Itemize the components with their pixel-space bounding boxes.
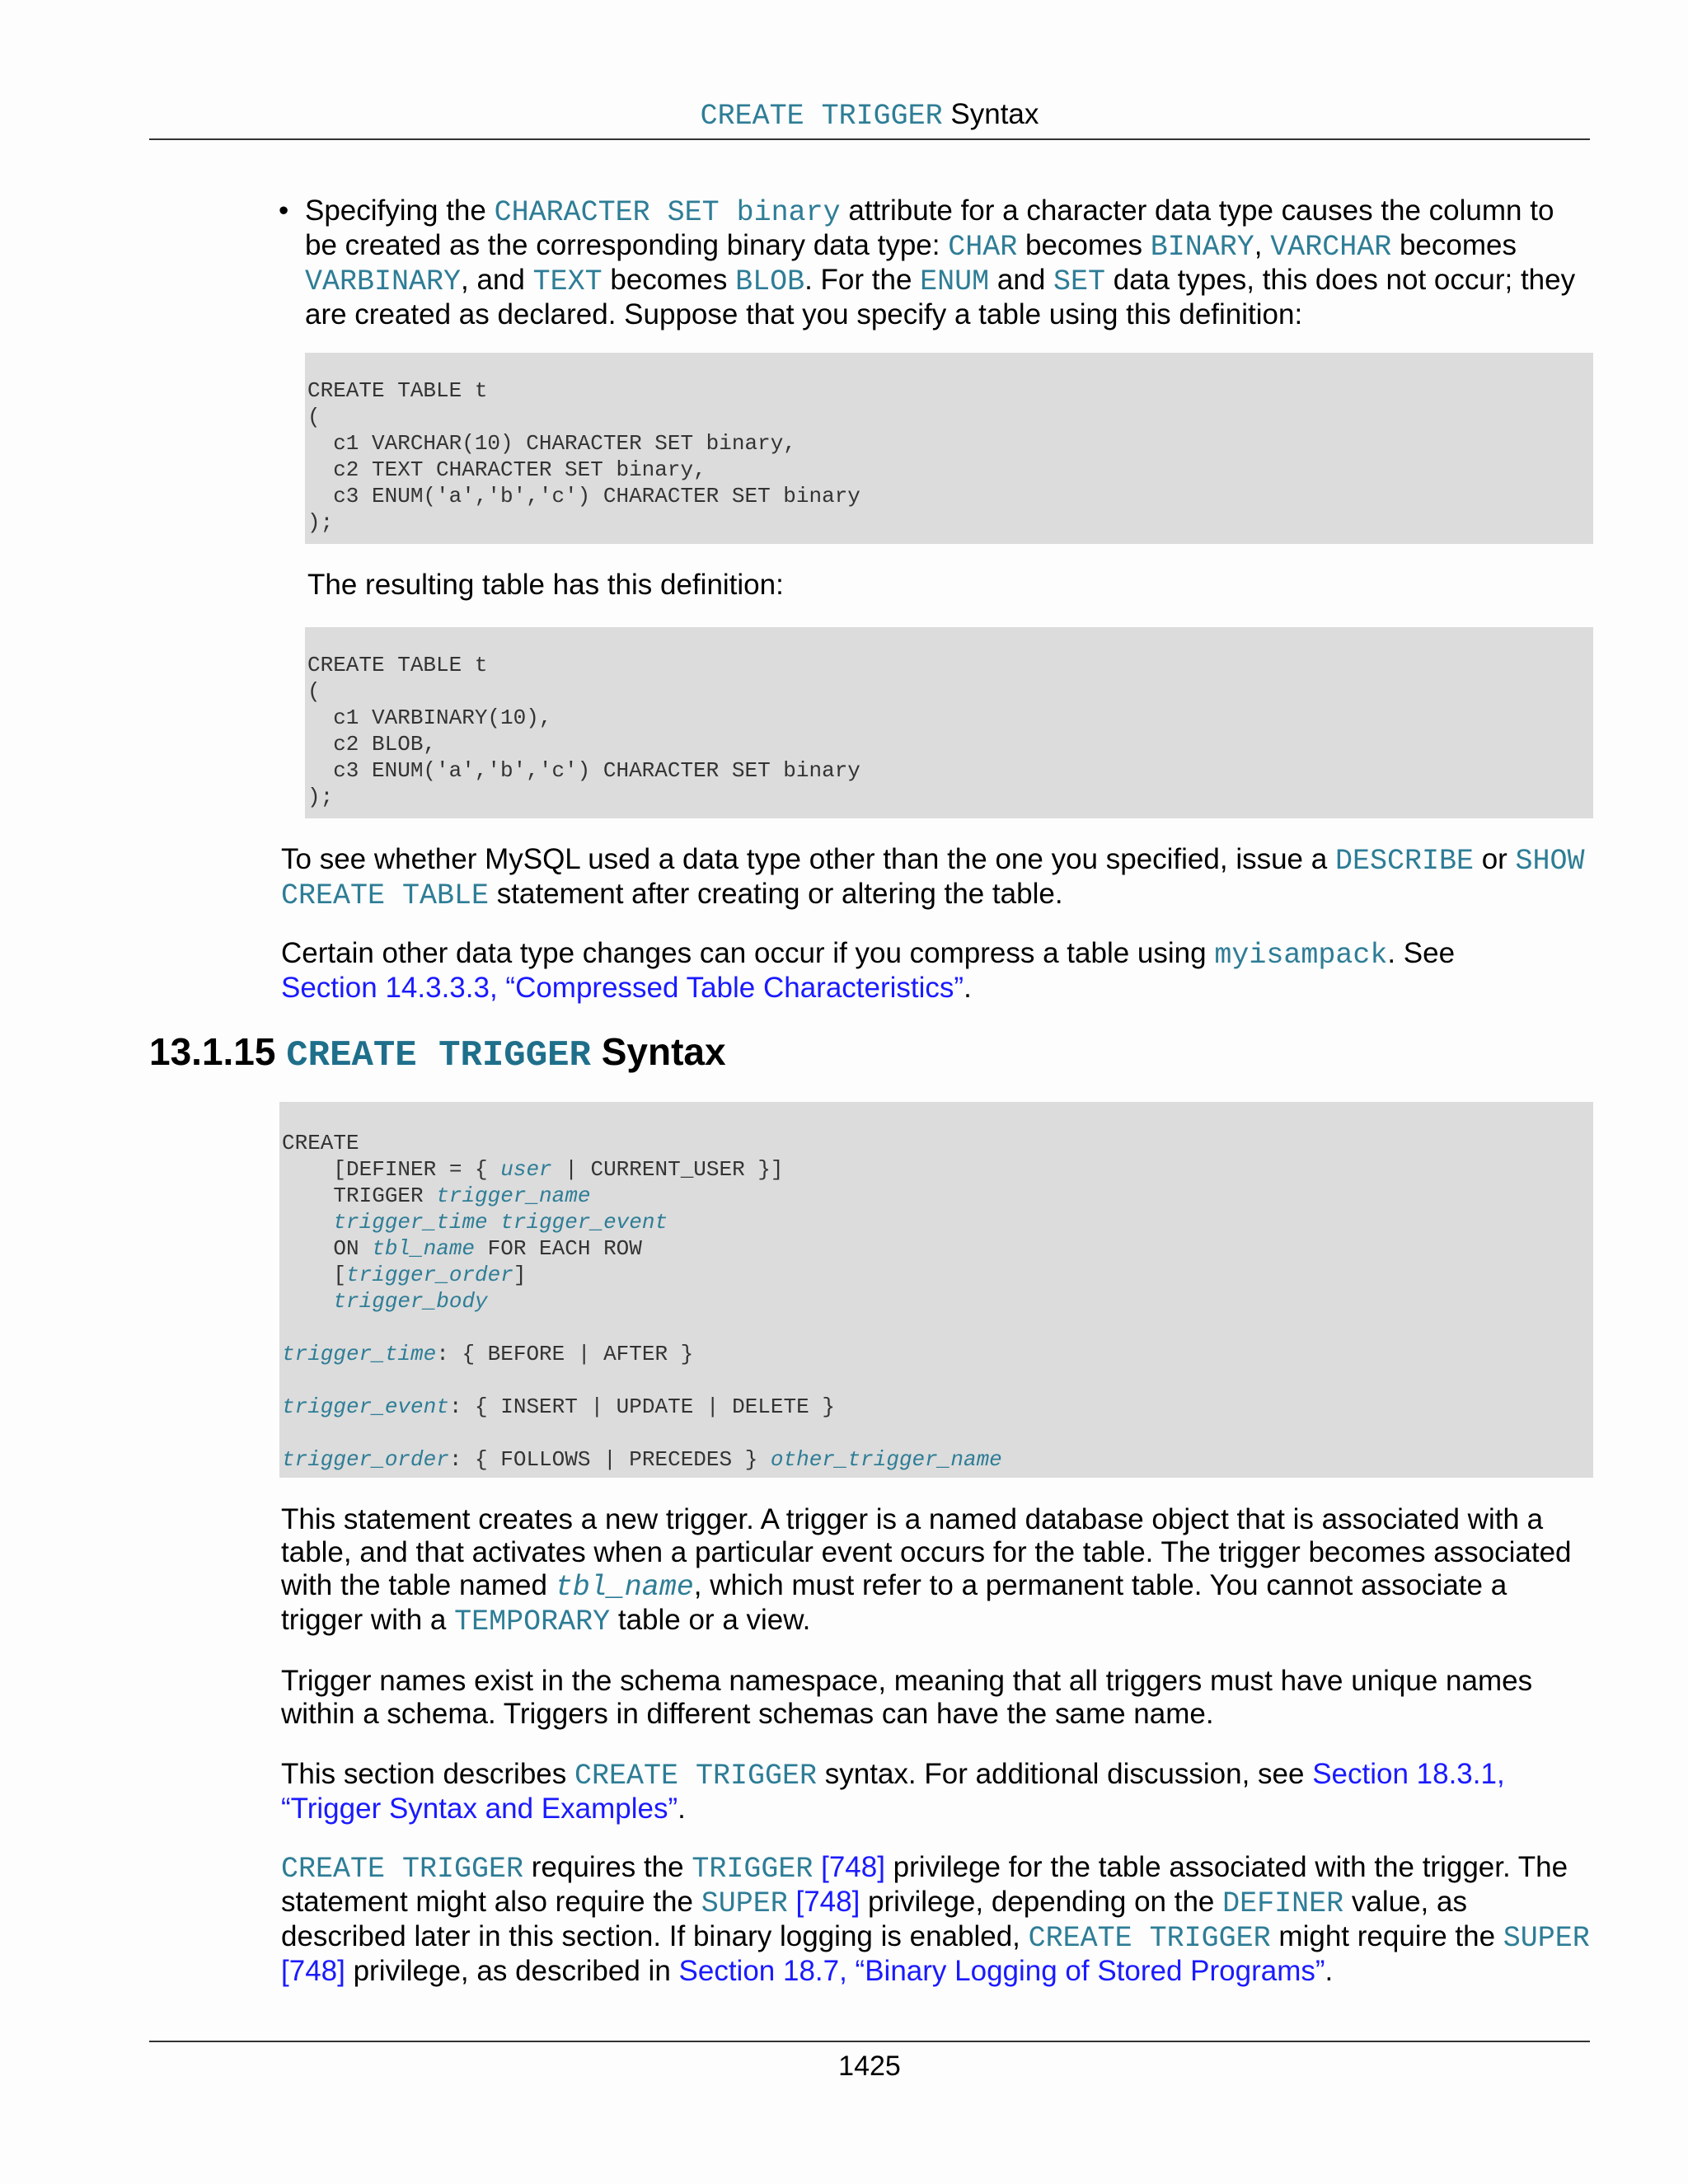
super-privilege-link[interactable]: [748] <box>787 1886 860 1918</box>
binary-logging-link[interactable]: Section 18.7, “Binary Logging of Stored Programs” <box>678 1955 1325 1987</box>
describe-paragraph: To see whether MySQL used a data type other than the one you specified, issue a DESCRIBE or SHOW CREATE TABLE statement after creating or altering the table. <box>281 843 1585 912</box>
section-number: 13.1.15 <box>149 1030 276 1073</box>
names-paragraph: Trigger names exist in the schema namespace, meaning that all triggers must have unique names within a schema. Triggers in different schemas can have the same name. <box>281 1665 1533 1730</box>
statement-paragraph: This statement creates a new trigger. A trigger is a named database object that is associated with a table, and that activates when a particular event occurs for the table. The trigger becomes associated with the table named tbl_name, which must refer to a permanent table. You cannot associate a trigger with a TEMPORARY table or a view. <box>281 1503 1572 1638</box>
section-text: Syntax <box>601 1030 726 1073</box>
page-header <box>149 96 1590 140</box>
code-block-result-table: CREATE TABLE t ( c1 VARBINARY(10), c2 BLOB, c3 ENUM('a','b','c') CHARACTER SET binary ); <box>305 627 1593 818</box>
page-footer <box>149 2041 1590 2092</box>
requires-paragraph: CREATE TRIGGER requires the TRIGGER [748] privilege for the table associated with the trigger. The statement might also require the SUPER [748] privilege, depending on the DEFINER value, as described later in this section. If binary logging is enabled, CREATE TRIGGER might require the SUPER [748] privilege, as described in Section 18.7, “Binary Logging of Stored Programs”. <box>281 1851 1590 1987</box>
trigger-privilege-link[interactable]: [748] <box>813 1851 885 1883</box>
bullet-paragraph: Specifying the CHARACTER SET binary attribute for a character data type causes the column to be created as the corresponding binary data type: CHAR becomes BINARY, VARCHAR becomes VARBINARY, and TEXT becomes BLOB. For the ENUM and SET data types, this does not occur; they are created as declared. Suppose that you specify a table using this definition: <box>305 194 1576 330</box>
compressed-table-link[interactable]: Section 14.3.3.3, “Compressed Table Characteristics” <box>281 972 964 1004</box>
page-number: 1425 <box>838 2050 901 2082</box>
code-block-trigger-syntax: CREATE [DEFINER = { user | CURRENT_USER }] TRIGGER trigger_name trigger_time trigger_event ON tbl_name FOR EACH ROW [trigger_order] trigger_body trigger_time: { BEFORE | AFTER } trigger_event: { INSERT | UPDATE | DELETE } trigger_order: { FOLLOWS | PRECEDES } other_trigger_name <box>279 1102 1593 1478</box>
section-heading <box>149 1027 726 1080</box>
compress-paragraph: Certain other data type changes can occur if you compress a table using myisampack. See Section 14.3.3.3, “Compressed Table Characteristics”. <box>281 937 1456 1004</box>
resulting-text: The resulting table has this definition: <box>307 569 784 601</box>
header-code: CREATE TRIGGER <box>700 100 943 133</box>
header-text: Syntax <box>950 98 1039 130</box>
section-code: CREATE TRIGGER <box>286 1035 591 1076</box>
super-privilege-link-2[interactable]: [748] <box>281 1955 345 1987</box>
describes-paragraph: This section describes CREATE TRIGGER syntax. For additional discussion, see Section 18.3.1, “Trigger Syntax and Examples”. <box>281 1758 1505 1825</box>
bullet-marker: • <box>279 194 289 227</box>
code-block-create-table: CREATE TABLE t ( c1 VARCHAR(10) CHARACTER SET binary, c2 TEXT CHARACTER SET binary, c3 ENUM('a','b','c') CHARACTER SET binary ); <box>305 353 1593 544</box>
trigger-syntax-link[interactable]: Section 18.3.1, “Trigger Syntax and Examples” <box>281 1758 1505 1825</box>
